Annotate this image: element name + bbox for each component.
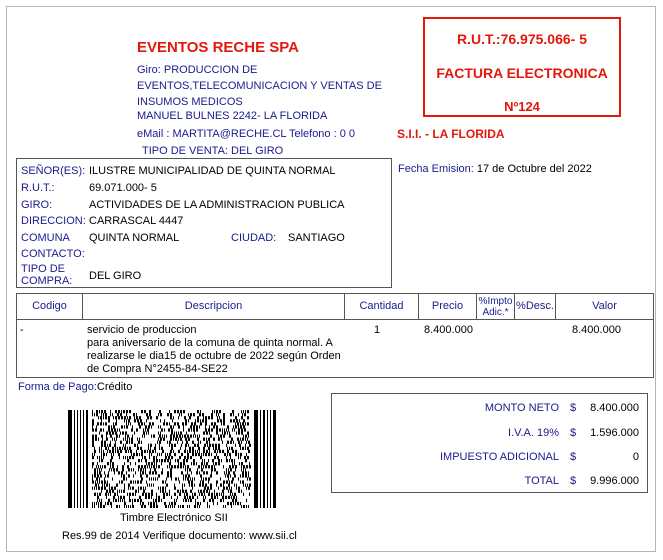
issuer-rut: R.U.T.:76.975.066- 5 (457, 31, 587, 47)
emission-date (398, 163, 592, 175)
document-type: FACTURA ELECTRONICA (436, 65, 608, 81)
document-number: Nº124 (504, 99, 540, 114)
tipo-compra-label-2: COMPRA: (21, 275, 73, 287)
issuer-contact: eMail : MARTITA@RECHE.CL Telefono : 0 0 (137, 128, 356, 140)
row-precio: 8.400.000 (424, 324, 473, 336)
row-codigo: - (20, 324, 24, 336)
emission-value: 17 de Octubre del 2022 (476, 163, 592, 175)
direccion-value: CARRASCAL 4447 (89, 215, 184, 227)
row-descripcion-line: realizarse le dia15 de octubre de 2022 según Orden (87, 350, 341, 362)
resolution-note: Res.99 de 2014 Verifique documento: www.sii.cl (62, 530, 297, 542)
sii-office: S.I.I. - LA FLORIDA (397, 127, 505, 141)
contacto-label: CONTACTO: (21, 248, 85, 260)
ciudad-value: SANTIAGO (288, 232, 345, 244)
row-descripcion-line: para aniversario de la comuna de quinta normal. A (87, 337, 333, 349)
row-descripcion (87, 324, 341, 376)
customer-box (16, 158, 392, 288)
total-label: TOTAL (524, 475, 559, 487)
timbre-barcode (68, 410, 278, 508)
header-descripcion: Descripcion (82, 294, 344, 319)
issuer-address: MANUEL BULNES 2242- LA FLORIDA (137, 110, 328, 122)
iva-value: 1.596.000 (590, 427, 639, 439)
rut-value: 69.071.000- 5 (89, 182, 157, 194)
senor-label: SEÑOR(ES): (21, 165, 86, 177)
row-descripcion-line: de Compra N°2455-84-SE22 (87, 363, 228, 375)
emission-label: Fecha Emision: (398, 163, 474, 175)
header-codigo: Codigo (32, 300, 67, 312)
totals-box (331, 393, 648, 493)
items-table-header (16, 293, 654, 320)
direccion-label: DIRECCION: (21, 215, 86, 227)
header-cantidad: Cantidad (344, 294, 418, 319)
row-cantidad: 1 (374, 324, 381, 336)
header-impto-1: %Impto (478, 296, 513, 307)
issuer-name: EVENTOS RECHE SPA (137, 39, 299, 56)
payment-method (18, 381, 132, 393)
comuna-label: COMUNA (21, 232, 70, 244)
impuesto-value: 0 (632, 451, 639, 463)
iva-label: I.V.A. 19% (508, 427, 559, 439)
timbre-label: Timbre Electrónico SII (120, 512, 228, 524)
impuesto-label: IMPUESTO ADICIONAL (440, 451, 559, 463)
tipo-compra-value: DEL GIRO (89, 270, 142, 282)
monto-neto-value: 8.400.000 (590, 402, 639, 414)
header-impto-2: Adic.* (482, 307, 509, 318)
monto-neto-currency: $ (570, 402, 577, 414)
total-value: 9.996.000 (590, 475, 639, 487)
issuer-giro: Giro: PRODUCCION DE EVENTOS,TELECOMUNICACION Y VENTAS DE INSUMOS MEDICOS (137, 64, 382, 108)
total-currency: $ (570, 475, 577, 487)
tipo-compra-label-1: TIPO DE (21, 263, 66, 275)
payment-label: Forma de Pago: (18, 381, 97, 393)
tipo-compra-label (21, 263, 72, 287)
iva-currency: $ (570, 427, 577, 439)
senor-value: ILUSTRE MUNICIPALIDAD DE QUINTA NORMAL (89, 165, 336, 177)
document-box (423, 17, 621, 117)
rut-label: R.U.T.: (21, 182, 55, 194)
header-desc: %Desc. (514, 294, 555, 319)
payment-value: Crédito (96, 381, 133, 393)
header-impto (476, 294, 514, 319)
row-valor: 8.400.000 (572, 324, 621, 336)
impuesto-currency: $ (570, 451, 577, 463)
row-descripcion-line: servicio de produccion (87, 324, 197, 336)
header-valor: Valor (555, 294, 653, 319)
comuna-value: QUINTA NORMAL (89, 232, 180, 244)
giro-value: ACTIVIDADES DE LA ADMINISTRACION PUBLICA (89, 199, 345, 211)
giro-label: GIRO: (21, 199, 53, 211)
issuer-sale-type: TIPO DE VENTA: DEL GIRO (142, 145, 284, 157)
monto-neto-label: MONTO NETO (484, 402, 559, 414)
items-table-body (16, 320, 654, 378)
ciudad-label: CIUDAD: (231, 232, 277, 244)
header-precio: Precio (418, 294, 476, 319)
